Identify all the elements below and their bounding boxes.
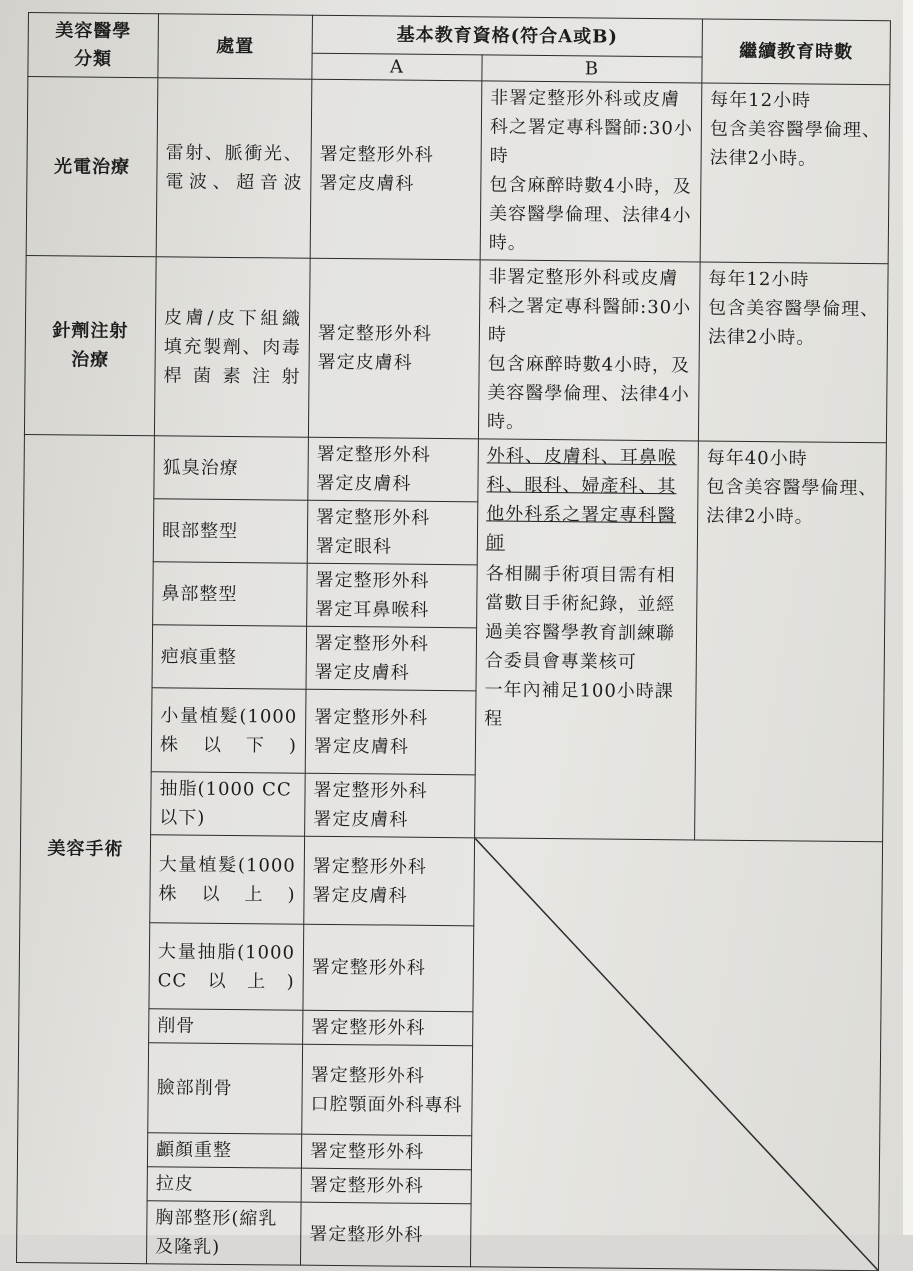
qualification-a-photoelectric: 署定整形外科 署定皮膚科 [310, 79, 482, 260]
header-basic-education: 基本教育資格(符合A或B) [312, 15, 702, 57]
surgery-qualification-a: 署定整形外科 口腔顎面外科專科 [302, 1044, 473, 1136]
surgery-treatment: 大量抽脂(1000 CC以上) [149, 923, 304, 1010]
surgery-treatment: 眼部整型 [153, 499, 308, 563]
qualification-a-injection: 署定整形外科 署定皮膚科 [308, 258, 480, 439]
qualification-b-surgery-requirements: 各相關手術項目需有相當數目手術紀錄，並經過美容醫學教育訓練聯合委員會專業核可 一年內補足100小時課程 [484, 563, 676, 730]
section-row-photoelectric [26, 77, 890, 264]
surgery-treatment: 小量植髮(1000株以下) [151, 688, 306, 773]
qualification-b-surgery-specialists: 外科、皮膚科、耳鼻喉科、眼科、婦產科、其他外科系之署定專科醫師 [485, 445, 677, 554]
header-treatment: 處置 [158, 14, 313, 79]
surgery-qualification-a: 署定整形外科 署定皮膚科 [308, 437, 479, 502]
surgery-treatment: 鼻部整型 [153, 562, 308, 626]
surgery-treatment: 削骨 [149, 1009, 303, 1044]
header-col-a: A [312, 53, 482, 81]
surgery-qualification-a: 署定整形外科 署定皮膚科 [305, 773, 476, 838]
surgery-qualification-a: 署定整形外科 署定皮膚科 [305, 689, 476, 775]
surgery-treatment: 疤痕重整 [152, 625, 307, 689]
surgery-treatment: 顱顏重整 [147, 1133, 301, 1168]
continuing-injection: 每年12小時 包含美容醫學倫理、法律2小時。 [698, 262, 888, 443]
category-photoelectric: 光電治療 [26, 77, 158, 257]
surgery-treatment: 狐臭治療 [154, 436, 309, 500]
surgery-qualification-a: 署定整形外科 [303, 924, 474, 1012]
header-col-b: B [482, 55, 702, 83]
surgery-qualification-a: 署定整形外科 署定皮膚科 [306, 626, 477, 691]
treatment-injection: 皮膚/皮下組織填充製劑、肉毒桿菌素注射 [154, 257, 310, 437]
surgery-treatment: 拉皮 [147, 1167, 301, 1202]
surgery-row [24, 434, 887, 505]
header-continuing-education: 繼續教育時數 [702, 19, 891, 85]
surgery-qualification-a: 署定整形外科 署定皮膚科 [304, 836, 475, 926]
surgery-qualification-a: 署定整形外科 [300, 1202, 471, 1267]
treatment-photoelectric: 雷射、脈衝光、電波、超音波 [156, 78, 312, 258]
surgery-qualification-a: 署定整形外科 署定耳鼻喉科 [307, 563, 478, 628]
surgery-qualification-a: 署定整形外科 [301, 1168, 471, 1204]
surgery-treatment: 胸部整形(縮乳及隆乳) [146, 1201, 301, 1265]
diagonal-line [471, 838, 882, 1270]
category-injection: 針劑注射 治療 [24, 255, 156, 435]
surgery-treatment: 臉部削骨 [148, 1043, 303, 1134]
qualification-b-photoelectric: 非署定整形外科或皮膚科之署定專科醫師:30小時 包含麻醉時數4小時，及美容醫學倫理、法律4小時。 [480, 81, 702, 262]
qualification-b-surgery [475, 439, 699, 840]
surgery-qualification-a: 署定整形外科 [301, 1134, 471, 1170]
surgery-qualification-a: 署定整形外科 [303, 1010, 473, 1046]
blank-diagonal-area [470, 838, 882, 1271]
surgery-treatment: 抽脂(1000 CC以下) [151, 772, 306, 836]
header-row [28, 13, 890, 59]
surgery-qualification-a: 署定整形外科 署定眼科 [307, 500, 478, 565]
section-row-injection [24, 255, 888, 442]
header-category: 美容醫學 分類 [28, 13, 159, 78]
surgery-treatment: 大量植髮(1000株以上) [150, 835, 305, 924]
continuing-photoelectric: 每年12小時 包含美容醫學倫理、法律2小時。 [700, 83, 890, 264]
aesthetic-medicine-table [16, 12, 891, 1271]
continuing-surgery: 每年40小時 包含美容醫學倫理、法律2小時。 [695, 441, 887, 842]
qualification-b-injection: 非署定整形外科或皮膚科之署定專科醫師:30小時 包含麻醉時數4小時，及美容醫學倫理、法律4小時。 [478, 260, 700, 441]
category-cosmetic-surgery: 美容手術 [16, 434, 154, 1263]
page-edge [903, 0, 913, 1235]
